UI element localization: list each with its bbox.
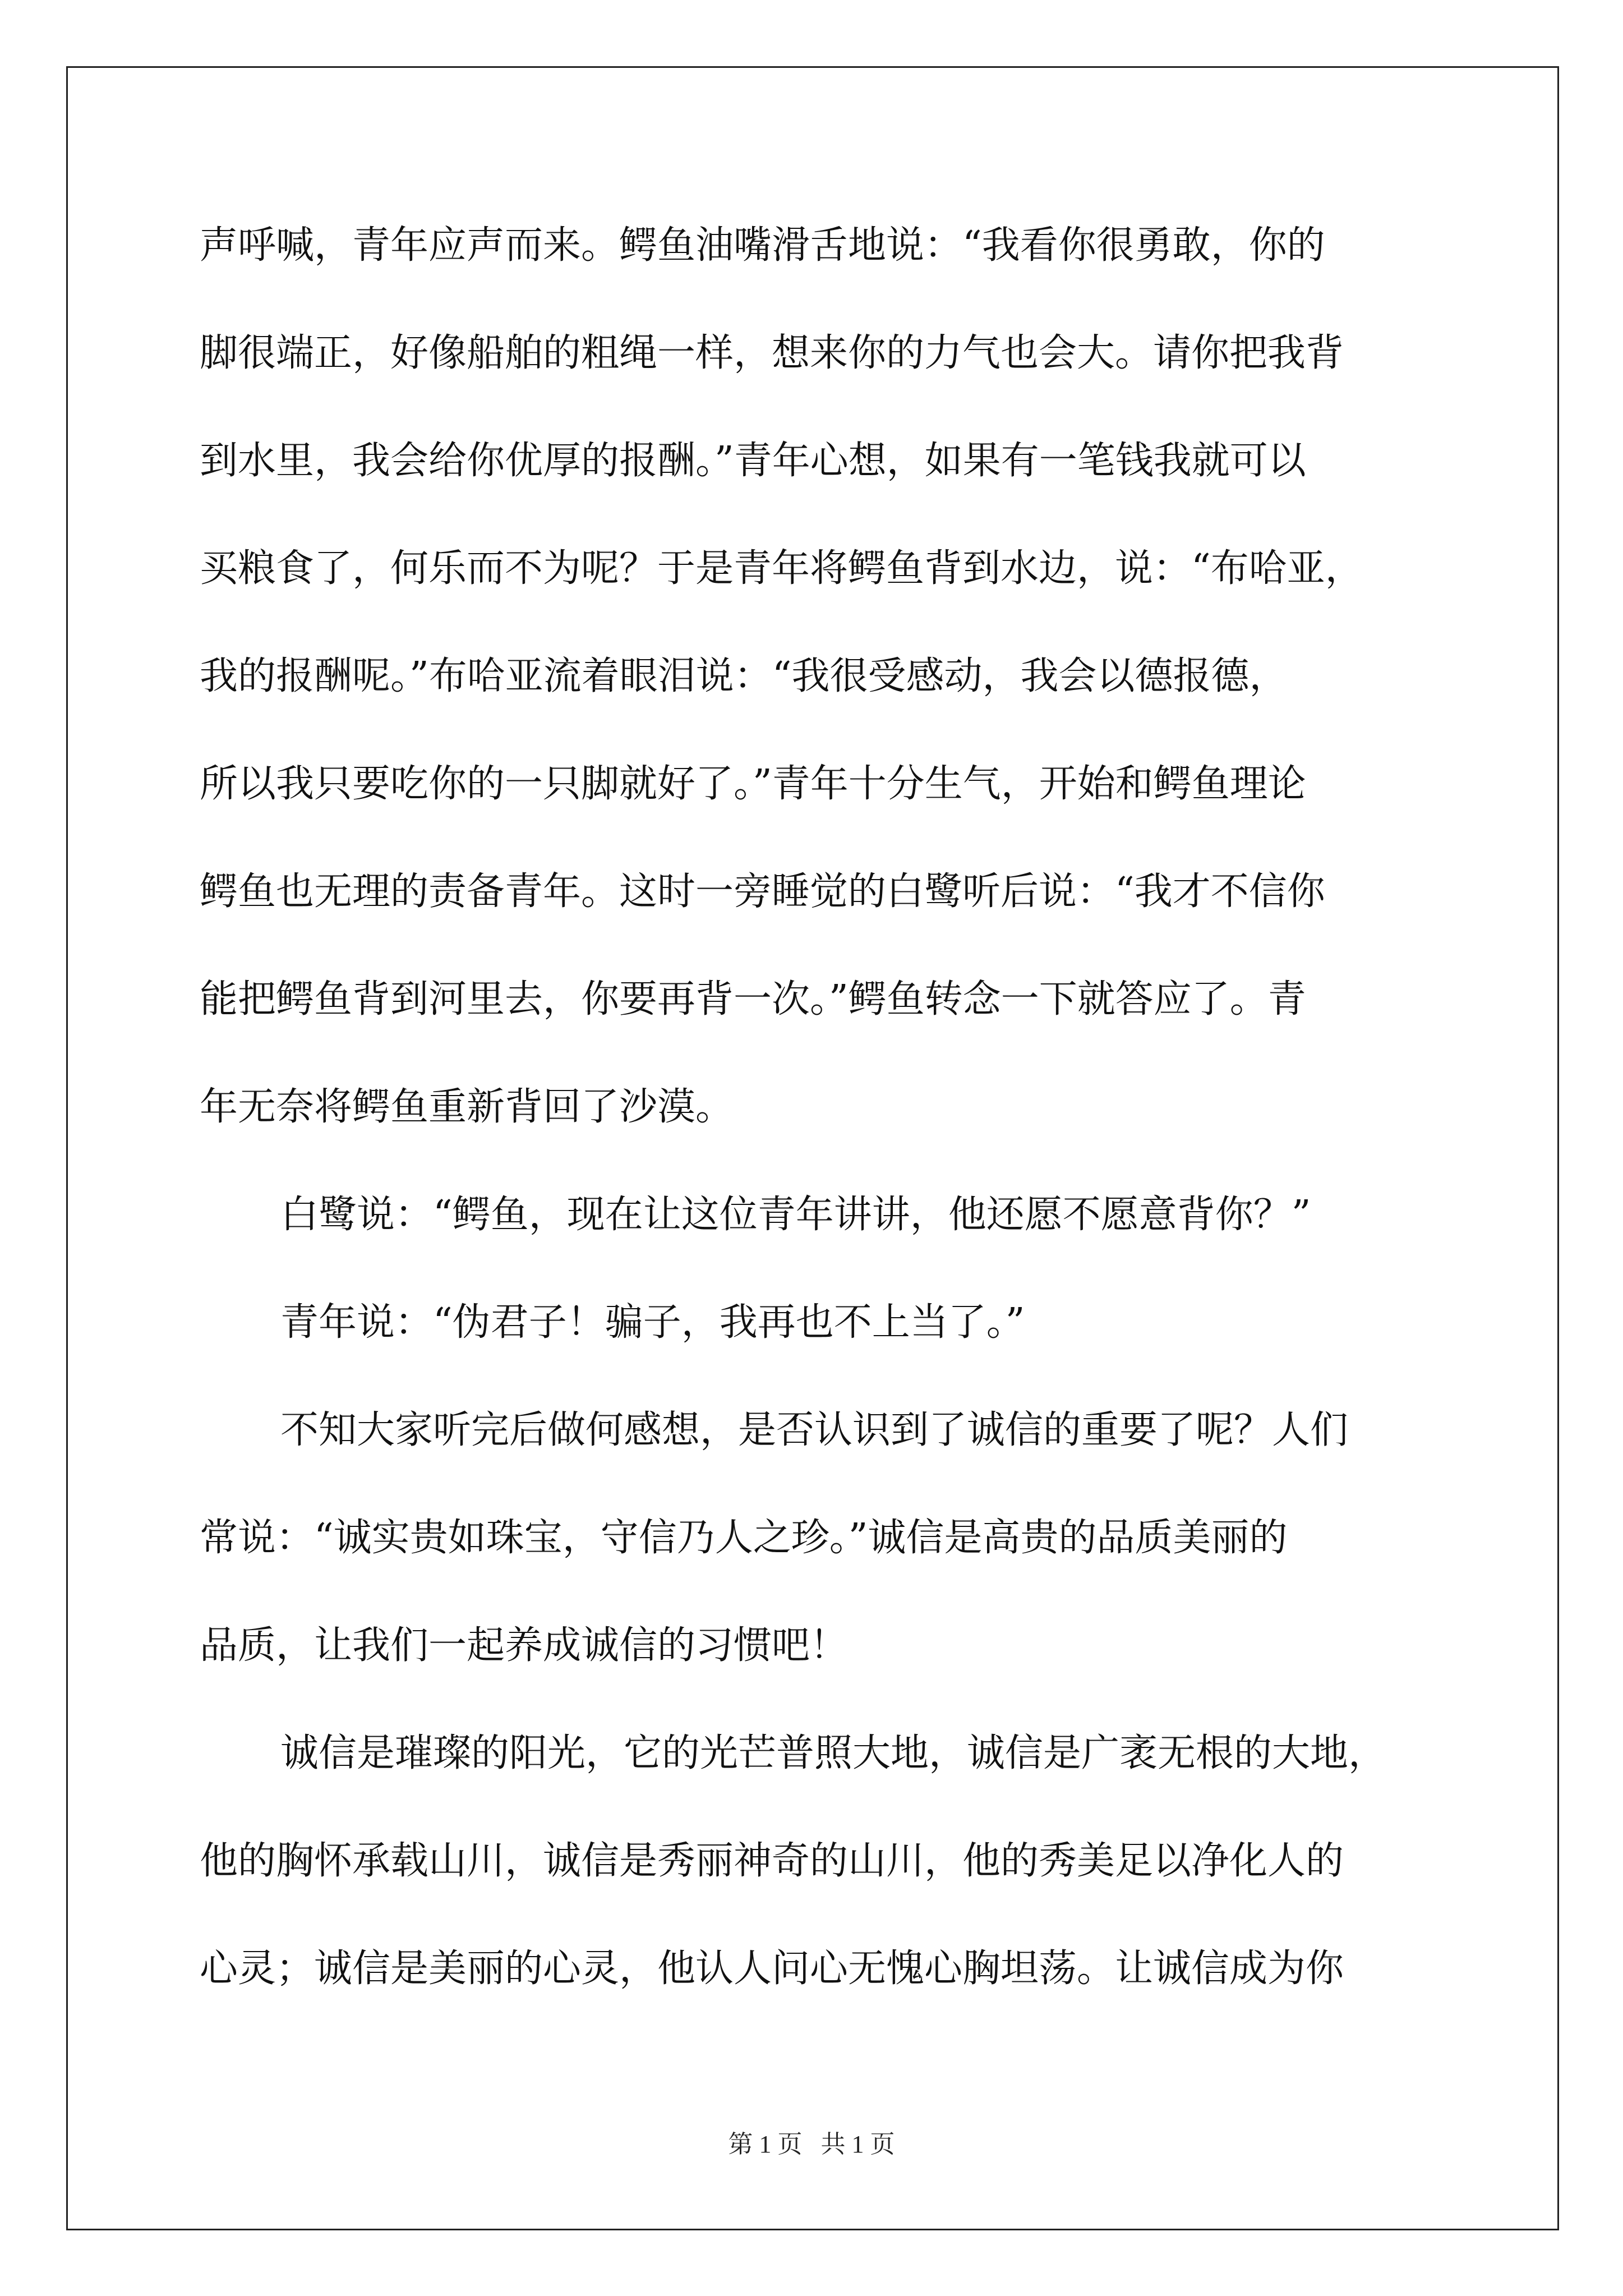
text-line-8: 能把鳄鱼背到河里去，你要再背一次。”鳄鱼转念一下就答应了。青 xyxy=(200,977,1306,1022)
text-line-14: 品质，让我们一起养成诚信的习惯吧！ xyxy=(200,1623,849,1668)
text-line-1: 声呼喊，青年应声而来。鳄鱼油嘴滑舌地说：“我看你很勇敢，你的 xyxy=(200,223,1325,268)
text-line-12: 不知大家听完后做何感想，是否认识到了诚信的重要了呢？人们 xyxy=(280,1408,1349,1452)
text-line-2: 脚很端正，好像船舶的粗绳一样，想来你的力气也会大。请你把我背 xyxy=(200,331,1344,375)
text-line-17: 心灵；诚信是美丽的心灵，他认人问心无愧心胸坦荡。让诚信成为你 xyxy=(200,1947,1344,1991)
text-line-9: 年无奈将鳄鱼重新背回了沙漠。 xyxy=(200,1085,734,1129)
text-line-7: 鳄鱼也无理的责备青年。这时一旁睡觉的白鹭听后说：“我才不信你 xyxy=(200,869,1325,914)
text-line-6: 所以我只要吃你的一只脚就好了。”青年十分生气，开始和鳄鱼理论 xyxy=(200,762,1306,806)
text-line-16: 他的胸怀承载山川，诚信是秀丽神奇的山川，他的秀美足以净化人的 xyxy=(200,1839,1344,1883)
text-line-5: 我的报酬呢。”布哈亚流着眼泪说：“我很受感动，我会以德报德， xyxy=(200,654,1288,698)
text-line-15: 诚信是璀璨的阳光，它的光芒普照大地，诚信是广袤无根的大地， xyxy=(280,1731,1387,1775)
text-line-3: 到水里，我会给你优厚的报酬。”青年心想，如果有一笔钱我就可以 xyxy=(200,439,1306,483)
page-border xyxy=(66,66,1559,2230)
text-line-13: 常说：“诚实贵如珠宝，守信乃人之珍。”诚信是高贵的品质美丽的 xyxy=(200,1516,1288,1560)
text-line-10: 白鹭说：“鳄鱼，现在让这位青年讲讲，他还愿不愿意背你？” xyxy=(280,1193,1311,1237)
page-footer: 第 1 页 共 1 页 xyxy=(728,2131,895,2158)
text-line-4: 买粮食了，何乐而不为呢？于是青年将鳄鱼背到水边，说：“布哈亚， xyxy=(200,546,1363,591)
text-line-11: 青年说：“伪君子！骗子，我再也不上当了。” xyxy=(280,1300,1025,1345)
